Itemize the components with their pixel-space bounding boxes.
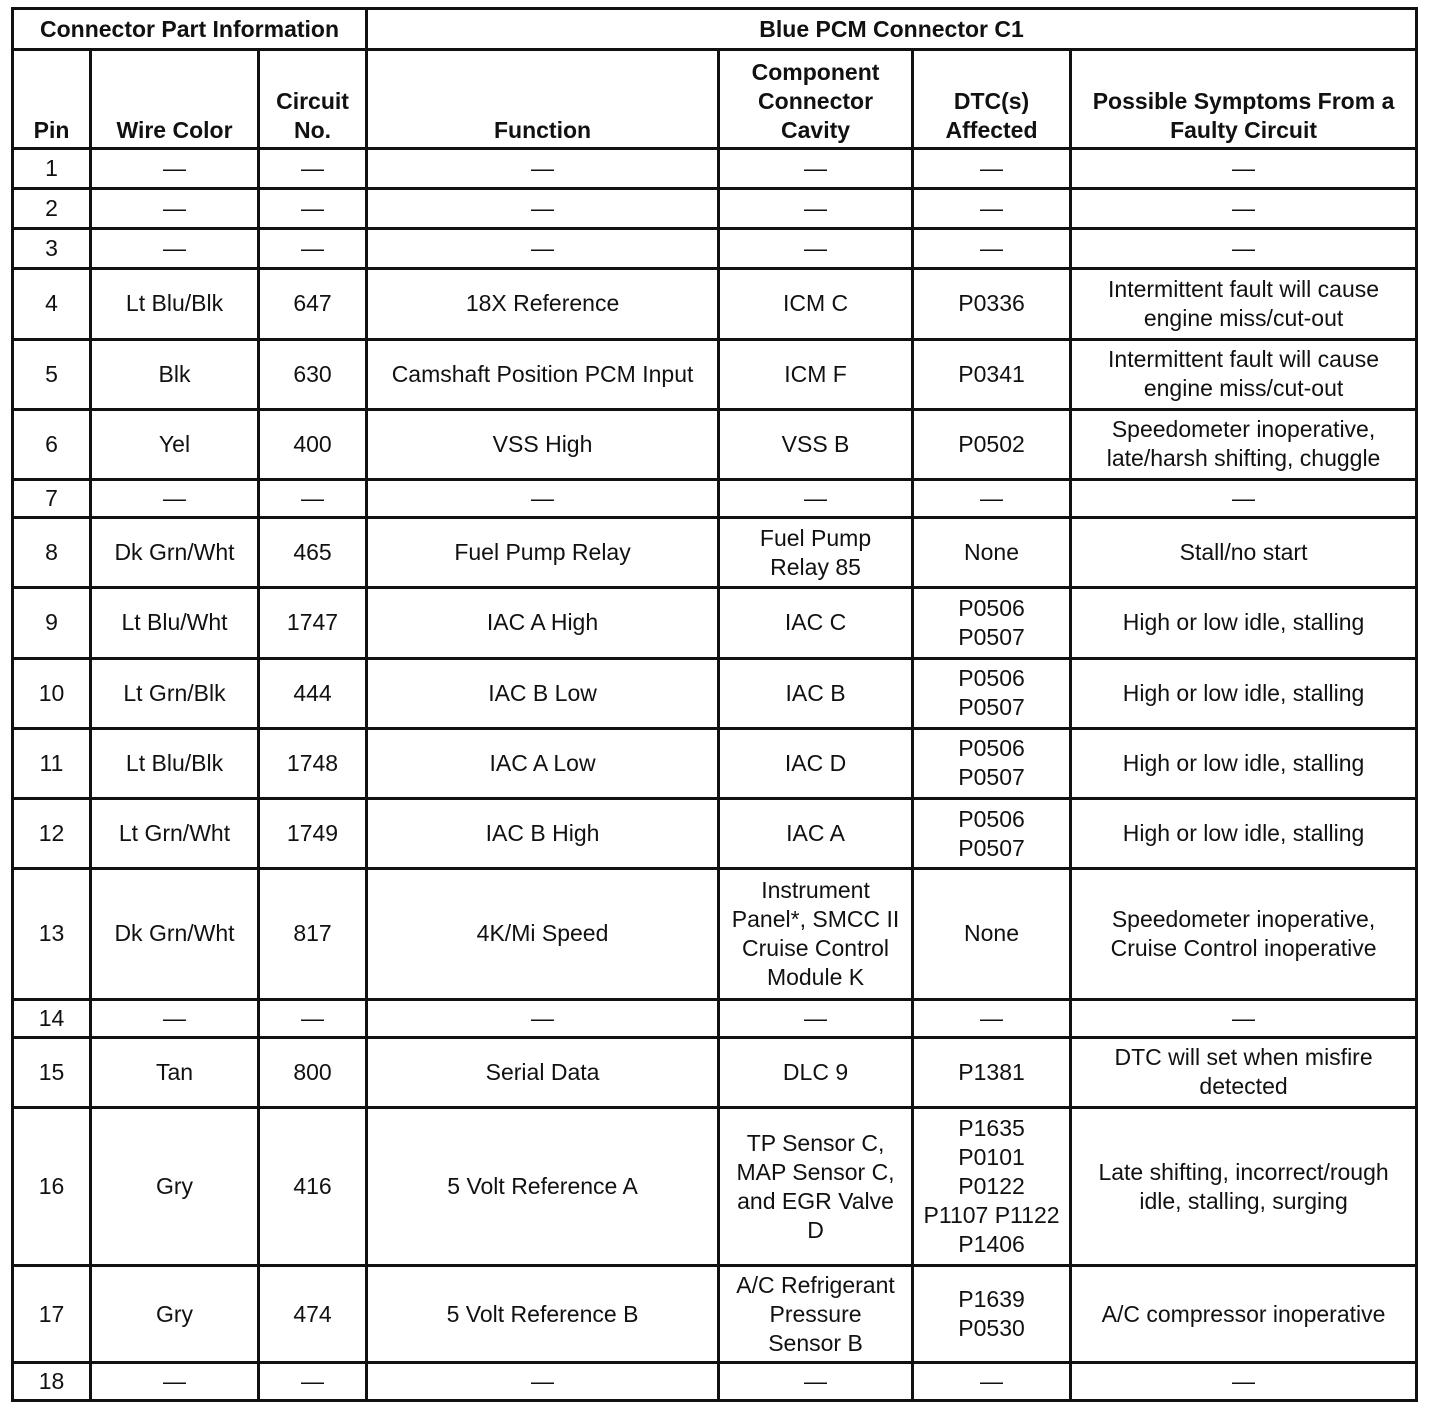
circuit-no-cell: — xyxy=(259,1362,367,1400)
table-row xyxy=(13,149,1417,189)
wire-color-cell: Gry xyxy=(91,1266,259,1362)
possible-symptoms-cell: Speedometer inoperative, Cruise Control inoperative xyxy=(1071,869,1417,999)
function-cell: IAC A Low xyxy=(367,728,719,798)
possible-symptoms-cell: Intermittent fault will cause engine miss/cut-out xyxy=(1071,339,1417,409)
dtcs-affected-cell: None xyxy=(913,869,1071,999)
pin-cell: 2 xyxy=(13,189,91,229)
circuit-no-cell: 630 xyxy=(259,339,367,409)
pin-cell: 5 xyxy=(13,339,91,409)
table-row xyxy=(13,728,1417,798)
dtcs-affected-cell: P0341 xyxy=(913,339,1071,409)
circuit-no-cell: — xyxy=(259,480,367,518)
function-cell: 18X Reference xyxy=(367,269,719,339)
table-row xyxy=(13,999,1417,1037)
dtcs-affected-cell: — xyxy=(913,999,1071,1037)
wire-color-cell: Lt Grn/Blk xyxy=(91,658,259,728)
circuit-no-cell: 1748 xyxy=(259,728,367,798)
circuit-no-column-header: Circuit No. xyxy=(259,50,367,149)
wire-color-cell: — xyxy=(91,480,259,518)
pin-cell: 16 xyxy=(13,1107,91,1266)
function-column-header: Function xyxy=(367,50,719,149)
group-header-row xyxy=(13,9,1417,50)
wire-color-cell: Lt Grn/Wht xyxy=(91,799,259,869)
table-row xyxy=(13,799,1417,869)
table-body xyxy=(13,149,1417,1401)
dtcs-affected-cell: None xyxy=(913,518,1071,588)
possible-symptoms-cell: High or low idle, stalling xyxy=(1071,728,1417,798)
blue-pcm-connector-header: Blue PCM Connector C1 xyxy=(367,9,1417,50)
pin-cell: 17 xyxy=(13,1266,91,1362)
wire-color-cell: — xyxy=(91,1362,259,1400)
pin-cell: 18 xyxy=(13,1362,91,1400)
possible-symptoms-cell: DTC will set when misfire detected xyxy=(1071,1037,1417,1107)
possible-symptoms-cell: — xyxy=(1071,1362,1417,1400)
circuit-no-cell: 474 xyxy=(259,1266,367,1362)
component-connector-cavity-cell: — xyxy=(719,149,913,189)
dtcs-affected-cell: P0506 P0507 xyxy=(913,658,1071,728)
function-cell: — xyxy=(367,480,719,518)
table-row xyxy=(13,658,1417,728)
function-cell: IAC B Low xyxy=(367,658,719,728)
wire-color-cell: Yel xyxy=(91,409,259,479)
circuit-no-cell: 800 xyxy=(259,1037,367,1107)
table-row xyxy=(13,480,1417,518)
table-row xyxy=(13,409,1417,479)
dtcs-affected-cell: P1635 P0101 P0122 P1107 P1122 P1406 xyxy=(913,1107,1071,1266)
pin-cell: 10 xyxy=(13,658,91,728)
connector-pin-table xyxy=(11,7,1418,1402)
table-row xyxy=(13,1107,1417,1266)
pin-cell: 4 xyxy=(13,269,91,339)
possible-symptoms-cell: — xyxy=(1071,480,1417,518)
circuit-no-cell: — xyxy=(259,149,367,189)
circuit-no-cell: — xyxy=(259,999,367,1037)
possible-symptoms-cell: Intermittent fault will cause engine miss/cut-out xyxy=(1071,269,1417,339)
dtcs-affected-cell: P0336 xyxy=(913,269,1071,339)
dtcs-affected-cell: — xyxy=(913,480,1071,518)
function-cell: — xyxy=(367,1362,719,1400)
dtcs-affected-column-header: DTC(s) Affected xyxy=(913,50,1071,149)
possible-symptoms-cell: High or low idle, stalling xyxy=(1071,588,1417,658)
dtcs-affected-cell: P0506 P0507 xyxy=(913,728,1071,798)
table-row xyxy=(13,269,1417,339)
circuit-no-cell: 465 xyxy=(259,518,367,588)
pin-cell: 1 xyxy=(13,149,91,189)
circuit-no-cell: 647 xyxy=(259,269,367,339)
component-connector-cavity-cell: IAC B xyxy=(719,658,913,728)
component-connector-cavity-cell: ICM C xyxy=(719,269,913,339)
table-row xyxy=(13,1037,1417,1107)
possible-symptoms-cell: Speedometer inoperative, late/harsh shifting, chuggle xyxy=(1071,409,1417,479)
component-connector-cavity-cell: IAC A xyxy=(719,799,913,869)
pin-cell: 15 xyxy=(13,1037,91,1107)
dtcs-affected-cell: — xyxy=(913,189,1071,229)
wire-color-cell: Tan xyxy=(91,1037,259,1107)
circuit-no-cell: — xyxy=(259,229,367,269)
pin-column-header: Pin xyxy=(13,50,91,149)
pin-cell: 13 xyxy=(13,869,91,999)
dtcs-affected-cell: — xyxy=(913,229,1071,269)
circuit-no-cell: 444 xyxy=(259,658,367,728)
possible-symptoms-cell: A/C compressor inoperative xyxy=(1071,1266,1417,1362)
possible-symptoms-cell: — xyxy=(1071,229,1417,269)
table-row xyxy=(13,518,1417,588)
circuit-no-cell: — xyxy=(259,189,367,229)
component-connector-cavity-cell: Fuel Pump Relay 85 xyxy=(719,518,913,588)
table-row xyxy=(13,1266,1417,1362)
circuit-no-cell: 1749 xyxy=(259,799,367,869)
dtcs-affected-cell: — xyxy=(913,1362,1071,1400)
pin-cell: 6 xyxy=(13,409,91,479)
function-cell: IAC A High xyxy=(367,588,719,658)
table-row xyxy=(13,588,1417,658)
dtcs-affected-cell: P0506 P0507 xyxy=(913,588,1071,658)
component-connector-cavity-cell: A/C Refrigerant Pressure Sensor B xyxy=(719,1266,913,1362)
component-connector-cavity-cell: VSS B xyxy=(719,409,913,479)
possible-symptoms-cell: — xyxy=(1071,189,1417,229)
wire-color-cell: — xyxy=(91,999,259,1037)
possible-symptoms-cell: — xyxy=(1071,149,1417,189)
component-connector-cavity-cell: — xyxy=(719,999,913,1037)
component-connector-cavity-cell: Instrument Panel*, SMCC II Cruise Control Module K xyxy=(719,869,913,999)
wire-color-cell: Blk xyxy=(91,339,259,409)
component-connector-cavity-column-header: Component Connector Cavity xyxy=(719,50,913,149)
wire-color-cell: Gry xyxy=(91,1107,259,1266)
function-cell: 4K/Mi Speed xyxy=(367,869,719,999)
circuit-no-cell: 1747 xyxy=(259,588,367,658)
wire-color-cell: Dk Grn/Wht xyxy=(91,518,259,588)
dtcs-affected-cell: P1639 P0530 xyxy=(913,1266,1071,1362)
function-cell: — xyxy=(367,149,719,189)
pin-cell: 3 xyxy=(13,229,91,269)
function-cell: — xyxy=(367,229,719,269)
component-connector-cavity-cell: — xyxy=(719,480,913,518)
circuit-no-cell: 817 xyxy=(259,869,367,999)
dtcs-affected-cell: P1381 xyxy=(913,1037,1071,1107)
pin-cell: 7 xyxy=(13,480,91,518)
function-cell: — xyxy=(367,999,719,1037)
component-connector-cavity-cell: ICM F xyxy=(719,339,913,409)
circuit-no-cell: 416 xyxy=(259,1107,367,1266)
table-row xyxy=(13,339,1417,409)
wire-color-cell: Lt Blu/Blk xyxy=(91,728,259,798)
connector-part-information-header: Connector Part Information xyxy=(13,9,367,50)
wire-color-column-header: Wire Color xyxy=(91,50,259,149)
possible-symptoms-cell: — xyxy=(1071,999,1417,1037)
dtcs-affected-cell: — xyxy=(913,149,1071,189)
pin-cell: 11 xyxy=(13,728,91,798)
function-cell: Camshaft Position PCM Input xyxy=(367,339,719,409)
possible-symptoms-cell: Late shifting, incorrect/rough idle, stalling, surging xyxy=(1071,1107,1417,1266)
possible-symptoms-cell: Stall/no start xyxy=(1071,518,1417,588)
function-cell: IAC B High xyxy=(367,799,719,869)
dtcs-affected-cell: P0506 P0507 xyxy=(913,799,1071,869)
pin-cell: 14 xyxy=(13,999,91,1037)
wire-color-cell: — xyxy=(91,149,259,189)
table-row xyxy=(13,1362,1417,1400)
possible-symptoms-cell: High or low idle, stalling xyxy=(1071,799,1417,869)
wire-color-cell: Lt Blu/Wht xyxy=(91,588,259,658)
component-connector-cavity-cell: — xyxy=(719,229,913,269)
pin-cell: 9 xyxy=(13,588,91,658)
table-row xyxy=(13,229,1417,269)
pin-cell: 12 xyxy=(13,799,91,869)
wire-color-cell: Lt Blu/Blk xyxy=(91,269,259,339)
component-connector-cavity-cell: IAC D xyxy=(719,728,913,798)
dtcs-affected-cell: P0502 xyxy=(913,409,1071,479)
component-connector-cavity-cell: IAC C xyxy=(719,588,913,658)
table-row xyxy=(13,869,1417,999)
wire-color-cell: Dk Grn/Wht xyxy=(91,869,259,999)
table-row xyxy=(13,189,1417,229)
possible-symptoms-cell: High or low idle, stalling xyxy=(1071,658,1417,728)
wire-color-cell: — xyxy=(91,229,259,269)
component-connector-cavity-cell: — xyxy=(719,189,913,229)
function-cell: Serial Data xyxy=(367,1037,719,1107)
possible-symptoms-column-header: Possible Symptoms From a Faulty Circuit xyxy=(1071,50,1417,149)
function-cell: 5 Volt Reference A xyxy=(367,1107,719,1266)
circuit-no-cell: 400 xyxy=(259,409,367,479)
component-connector-cavity-cell: DLC 9 xyxy=(719,1037,913,1107)
function-cell: VSS High xyxy=(367,409,719,479)
pin-cell: 8 xyxy=(13,518,91,588)
component-connector-cavity-cell: TP Sensor C, MAP Sensor C, and EGR Valve D xyxy=(719,1107,913,1266)
function-cell: 5 Volt Reference B xyxy=(367,1266,719,1362)
function-cell: Fuel Pump Relay xyxy=(367,518,719,588)
column-header-row xyxy=(13,50,1417,149)
function-cell: — xyxy=(367,189,719,229)
component-connector-cavity-cell: — xyxy=(719,1362,913,1400)
wire-color-cell: — xyxy=(91,189,259,229)
